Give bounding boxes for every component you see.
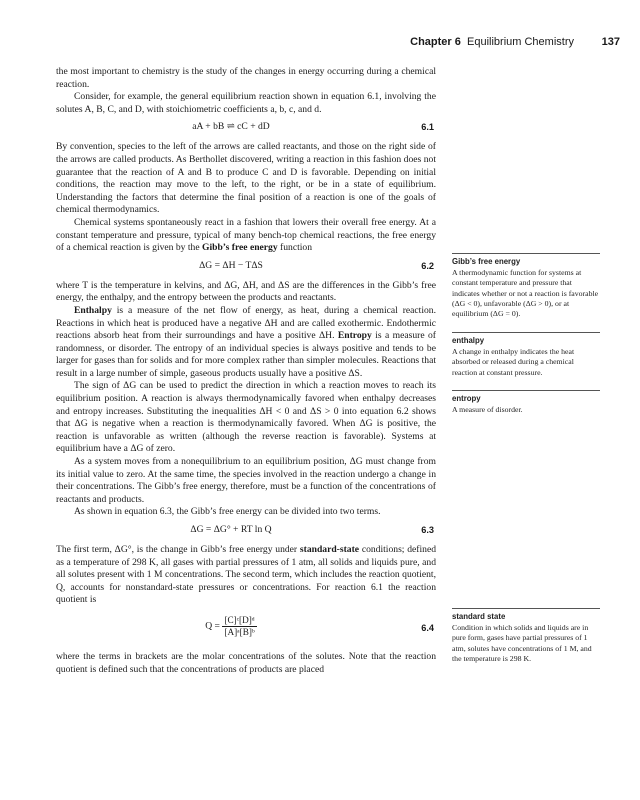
paragraph bbox=[56, 217, 436, 255]
margin-definition: A change in enthalpy indicates the heat absorbed or released during a chemical reaction at constant pressure. bbox=[452, 347, 575, 377]
fraction-numerator: [C]ᶜ[D]ᵈ bbox=[222, 615, 256, 627]
margin-term: Gibb’s free energy bbox=[452, 257, 521, 266]
paragraph-text: conditions; defined as a temperature of 298 K, all gases with partial pressures of 1 atm, all solids and liquids pure, and all solutes present with 1 M concentrations. The second term, which includes the reaction quotient, Q, accounts for nonstandard-state pressures or concentrations. For reaction 6.1 the reaction quotient is bbox=[56, 544, 436, 606]
margin-note-enthalpy bbox=[452, 332, 600, 378]
chapter-label: Chapter bbox=[410, 36, 452, 48]
equation-6-3 bbox=[56, 524, 436, 538]
page-number: 137 bbox=[601, 36, 620, 48]
margin-note-entropy bbox=[452, 390, 600, 415]
paragraph: Consider, for example, the general equilibrium reaction shown in equation 6.1, involving the solutes A, B, C, and D, with stoichiometric coefficients a, b, c, and d. bbox=[56, 91, 436, 115]
key-term-entropy: Entropy bbox=[337, 330, 372, 342]
key-term-standard-state: standard-state bbox=[299, 544, 360, 555]
equation-number: 6.3 bbox=[421, 525, 434, 535]
paragraph: The sign of ΔG can be used to predict the direction in which a reaction moves to reach its equilibrium position. A reaction is always thermodynamically favored when enthalpy decreases and entropy increases. Substituting the inequalities ΔH < 0 and ΔS > 0 into equation 6.2 shows that ΔG is negative when a reaction is thermodynamically favored. When ΔG is positive, the reaction is unfavorable as written (although the reverse reaction is favorable). Systems at equilibrium have a ΔG of zero. bbox=[56, 380, 436, 455]
margin-rule bbox=[452, 608, 600, 609]
margin-rule bbox=[452, 332, 600, 333]
key-term-enthalpy: Enthalpy bbox=[74, 304, 112, 316]
equation-lhs: Q = bbox=[205, 620, 220, 632]
paragraph: where T is the temperature in kelvins, and ΔG, ΔH, and ΔS are the differences in the Gibb’s free energy, the enthalpy, and the entropy between the products and reactants. bbox=[56, 279, 436, 304]
paragraph bbox=[56, 544, 436, 607]
chapter-number: 6 bbox=[454, 36, 461, 48]
paragraph-text: Chemical systems spontaneously react in a fashion that lowers their overall free energy. At a constant temperature and pressure, typical of many bench-top chemical reactions, the free energy of a chemical reaction is given by the bbox=[56, 216, 436, 254]
fraction-denominator: [A]ᵃ[B]ᵇ bbox=[224, 626, 255, 637]
margin-definition: A thermodynamic function for systems at constant temperature and pressure that indicates whether or not a reaction is favorable (ΔG < 0), unfavorable (ΔG > 0), or at equilibrium (ΔG = 0). bbox=[452, 268, 599, 319]
key-term-gibbs: Gibb’s free energy bbox=[201, 242, 278, 254]
paragraph-text: is a measure of randomness, or disorder. The entropy of an individual species is always positive and tends to be larger for gases than for solids and for more complex rather than simpler molecules. Reactions that result in a large number of simple, gaseous products usually have a positive ΔS. bbox=[56, 330, 436, 379]
main-text-column bbox=[56, 66, 436, 676]
equation-body: ΔG = ΔG° + RT ln Q bbox=[190, 524, 272, 535]
running-header bbox=[60, 36, 620, 52]
margin-term: enthalpy bbox=[452, 336, 485, 345]
margin-definition: Condition in which solids and liquids are in pure form, gases have partial pressures of 1 atm, solutes have concentrations of 1 M, and the temperature is 298 K. bbox=[452, 623, 592, 663]
paragraph: the most important to chemistry is the study of the changes in energy occurring during a chemical reaction. bbox=[56, 66, 436, 90]
margin-note-gibbs bbox=[452, 253, 600, 319]
margin-term: standard state bbox=[452, 612, 506, 621]
equation-6-2 bbox=[56, 260, 436, 274]
chapter-heading bbox=[410, 36, 574, 48]
equation-body: aA + bB ⇌ cC + dD bbox=[192, 121, 270, 133]
equation-6-1 bbox=[56, 121, 436, 135]
margin-term: entropy bbox=[452, 394, 481, 403]
paragraph: By convention, species to the left of the arrows are called reactants, and those on the right side of the arrows are called products. As Berthollet discovered, writing a reaction in this fashion does not guarantee that the reaction of A and B to produce C and D is favorable. Depending on initial conditions, the reaction may move to the left, to the right, or be in a state of equilibrium. Understanding the factors that determine the final position of a reaction is one of the goals of chemical thermodynamics. bbox=[56, 141, 436, 216]
paragraph: where the terms in brackets are the molar concentrations of the solutes. Note that the reaction quotient is defined such that the concentrations of products are placed bbox=[56, 650, 436, 675]
equation-6-4 bbox=[56, 613, 436, 643]
paragraph-text: The first term, ΔG°, is the change in Gibb’s free energy under bbox=[56, 544, 300, 555]
paragraph-text: is a measure of the net flow of energy, as heat, during a chemical reaction. Reactions in which heat is produced have a negative ΔH and are called exothermic. Endothermic reactions absorb heat from their surroundings and have a positive ΔH. bbox=[56, 304, 436, 342]
equation-number: 6.1 bbox=[421, 122, 434, 133]
margin-rule bbox=[452, 390, 600, 391]
fraction bbox=[222, 615, 256, 638]
paragraph: As shown in equation 6.3, the Gibb’s free energy can be divided into two terms. bbox=[74, 506, 381, 518]
chapter-title: Equilibrium Chemistry bbox=[467, 36, 574, 48]
equation-number: 6.2 bbox=[421, 260, 434, 271]
paragraph: As a system moves from a nonequilibrium to an equilibrium position, ΔG must change from its initial value to zero. At the same time, the species involved in the reaction undergo a change in their concentrations. The Gibb’s free energy, therefore, must be a function of the concentrations of reactants and products. bbox=[56, 456, 436, 505]
margin-definition: A measure of disorder. bbox=[452, 405, 523, 415]
paragraph bbox=[56, 305, 436, 381]
equation-number: 6.4 bbox=[421, 622, 434, 633]
margin-rule bbox=[452, 253, 600, 254]
equation-body bbox=[56, 615, 406, 638]
equation-body: ΔG = ΔH − TΔS bbox=[199, 259, 263, 271]
paragraph-text: function bbox=[277, 242, 313, 254]
margin-note-standard-state bbox=[452, 608, 600, 664]
